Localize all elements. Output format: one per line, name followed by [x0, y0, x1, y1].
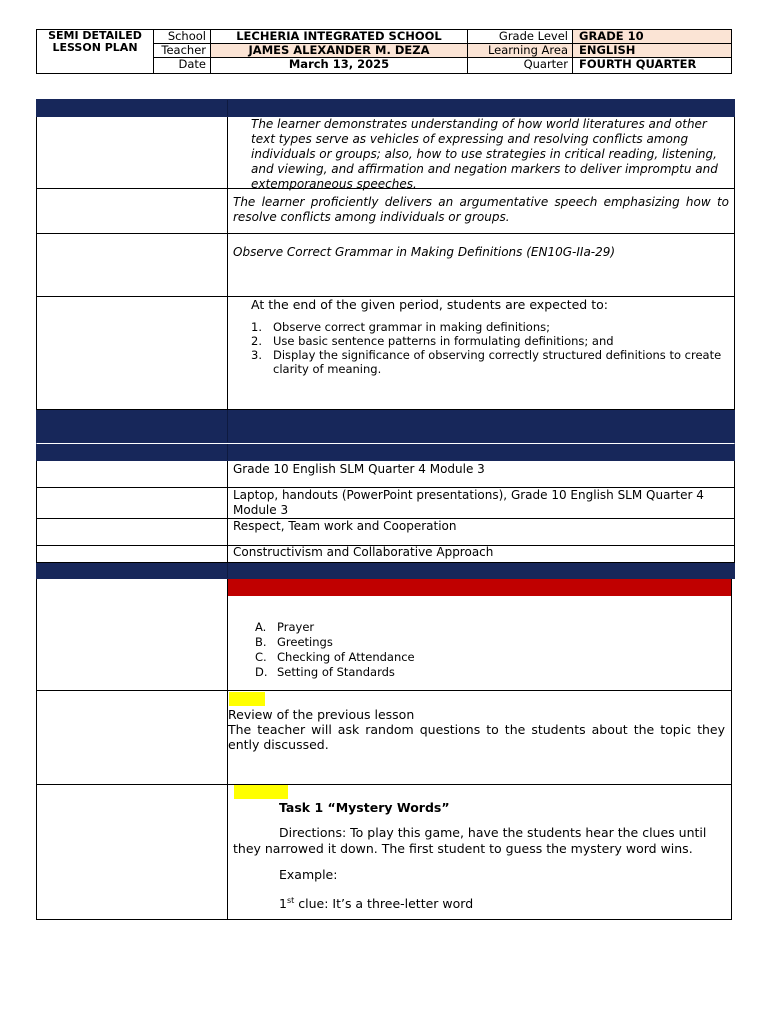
quarter-label: Quarter — [523, 57, 568, 71]
first-clue — [279, 893, 679, 911]
section-header-objectives — [36, 99, 735, 117]
materials-text: Laptop, handouts (PowerPoint presentations), Grade 10 English SLM Quarter 4 Module 3 — [233, 488, 704, 517]
teacher-value: JAMES ALEXANDER M. DEZA — [211, 44, 467, 57]
grade-level-value: GRADE 10 — [573, 30, 731, 43]
review-line-1: The teacher will ask random questions to the students about the topic they — [228, 722, 725, 737]
teacher-label: Teacher — [161, 43, 206, 57]
highlight-mark — [229, 692, 265, 706]
preliminary-item-text: Prayer — [277, 620, 315, 634]
example-label: Example: — [279, 867, 338, 882]
red-banner — [228, 579, 731, 596]
directions-line-2: they narrowed it down. The first student to guess the mystery word wins. — [233, 841, 693, 856]
objective-item-number: 1. — [251, 320, 262, 334]
content-standard-row — [36, 117, 735, 189]
section-header-content — [36, 410, 735, 443]
preliminary-item-text: Setting of Standards — [277, 665, 395, 679]
highlight-mark — [234, 785, 288, 799]
directions-line-1: Directions: To play this game, have the students hear the clues until — [279, 825, 707, 840]
competency-row — [36, 234, 735, 297]
objective-item-text: Display the significance of observing correctly structured definitions to create clarity of meaning. — [273, 348, 722, 376]
objectives-list — [251, 320, 727, 376]
reference-text: Grade 10 English SLM Quarter 4 Module 3 — [233, 462, 485, 476]
document-title — [37, 30, 153, 73]
objective-item — [251, 334, 727, 348]
strategy-row — [36, 546, 735, 563]
school-value: LECHERIA INTEGRATED SCHOOL — [236, 29, 442, 43]
objective-item — [251, 348, 727, 376]
preliminary-list — [255, 620, 555, 680]
preliminary-item-text: Greetings — [277, 635, 333, 649]
content-standard-text: The learner demonstrates understanding of how world literatures and other text types serve as vehicles of expressing and resolving conflicts among individuals or groups; also, how to use strategies in critical reading, listening, and viewing, and affirmation and negation markers to deliver impromptu and extemporaneous speeches. — [251, 117, 718, 191]
task-title: Task 1 “Mystery Words” — [279, 800, 450, 815]
review-row — [36, 691, 732, 785]
preliminary-item-text: Checking of Attendance — [277, 650, 415, 664]
clue-number: 1 — [279, 896, 287, 912]
date-label: Date — [178, 57, 206, 71]
materials-row — [36, 488, 735, 519]
date-value: March 13, 2025 — [288, 57, 390, 71]
objective-item-number: 2. — [251, 334, 262, 348]
preliminary-item-number: A. — [255, 620, 267, 634]
section-header-resources — [36, 443, 735, 461]
objectives-intro: At the end of the given period, students are expected to: — [251, 297, 608, 312]
preliminary-item-number: D. — [255, 665, 268, 679]
values-text: Respect, Team work and Cooperation — [233, 519, 457, 533]
review-line-2: ently discussed. — [228, 737, 329, 752]
quarter-value: FOURTH QUARTER — [579, 57, 697, 71]
learning-area-value: ENGLISH — [573, 44, 731, 57]
document-title-text: SEMI DETAILED LESSON PLAN — [48, 29, 142, 54]
preliminary-item-number: C. — [255, 650, 267, 664]
clue-text: clue: It’s a three-letter word — [294, 896, 474, 912]
preliminary-item-number: B. — [255, 635, 267, 649]
performance-standard-text: The learner proficiently delivers an argumentative speech emphasizing how to resolve conflicts among individuals or groups. — [233, 195, 729, 224]
objective-item-number: 3. — [251, 348, 262, 362]
school-label: School — [167, 29, 206, 43]
learning-area-label: Learning Area — [468, 44, 572, 57]
motivation-row — [36, 785, 732, 920]
section-header-procedure — [36, 563, 735, 579]
preliminary-row — [36, 579, 732, 691]
values-row — [36, 519, 735, 546]
objective-item-text: Observe correct grammar in making definitions; — [273, 320, 550, 334]
performance-standard-row — [36, 189, 735, 234]
preliminary-item — [255, 650, 555, 665]
objective-item — [251, 320, 727, 334]
clue-ordinal: st — [286, 896, 295, 905]
preliminary-item — [255, 620, 555, 635]
preliminary-item — [255, 665, 555, 680]
grade-level-label: Grade Level — [498, 29, 568, 43]
objectives-row — [36, 297, 735, 410]
lesson-plan-header — [36, 29, 732, 74]
objective-item-text: Use basic sentence patterns in formulating definitions; and — [273, 334, 614, 348]
preliminary-item — [255, 635, 555, 650]
reference-row — [36, 461, 735, 488]
strategy-text: Constructivism and Collaborative Approach — [233, 545, 494, 559]
competency-text: Observe Correct Grammar in Making Definitions (EN10G-IIa-29) — [233, 245, 616, 259]
review-title: Review of the previous lesson — [228, 707, 415, 722]
